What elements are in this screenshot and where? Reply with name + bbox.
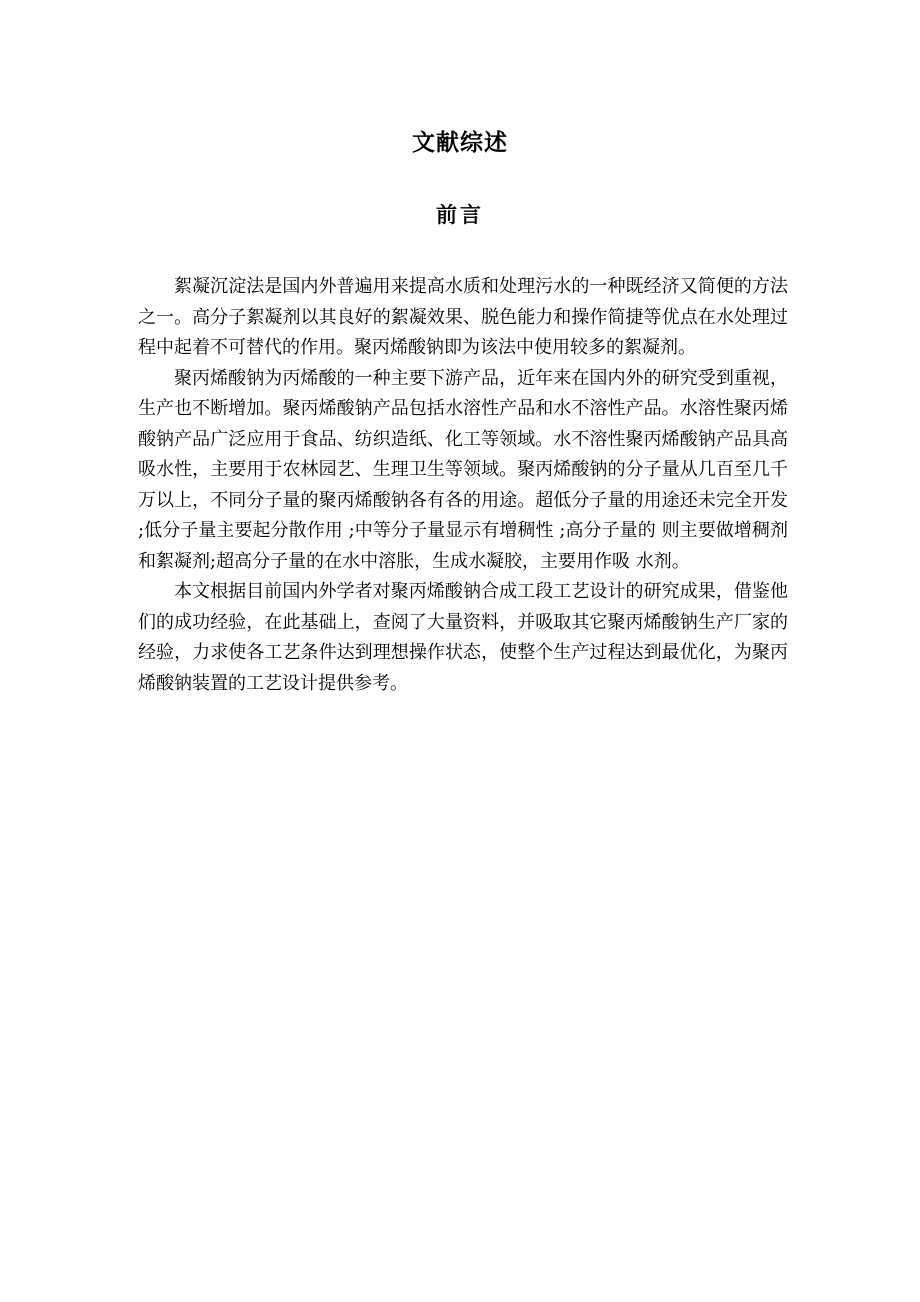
paragraph-1: 絮凝沉淀法是国内外普遍用来提高水质和处理污水的一种既经济又简便的方法之一。高分子絮凝剂以其良好的絮凝效果、脱色能力和操作简捷等优点在水处理过程中起着不可替代的作用。聚丙烯酸钠即为该法中使用较多的絮凝剂。 bbox=[138, 276, 788, 358]
body-text bbox=[138, 272, 788, 699]
paragraph-3: 本文根据目前国内外学者对聚丙烯酸钠合成工段工艺设计的研究成果，借鉴他们的成功经验，在此基础上，查阅了大量资料，并吸取其它聚丙烯酸钠生产厂家的经验，力求使各工艺条件达到理想操作状态，使整个生产过程达到最优化，为聚丙烯酸钠装置的工艺设计提供参考。 bbox=[138, 581, 788, 694]
paragraph-2: 聚丙烯酸钠为丙烯酸的一种主要下游产品，近年来在国内外的研究受到重视，生产也不断增加。聚丙烯酸钠产品包括水溶性产品和水不溶性产品。水溶性聚丙烯酸钠产品广泛应用于食品、纺织造纸、化工等领域。水不溶性聚丙烯酸钠产品具高吸水性，主要用于农林园艺、生理卫生等领域。聚丙烯酸钠的分子量从几百至几千万以上，不同分子量的聚丙烯酸钠各有各的用途。超低分子量的用途还未完全开发 ;低分子量主要起分散作用 ;中等分子量显示有增稠性 ;高分子量的 则主要做增稠剂和絮凝剂;超高分子量的在水中溶胀，生成水凝胶，主要用作吸 水剂。 bbox=[138, 367, 788, 572]
section-heading: 前言 bbox=[436, 202, 484, 227]
document-title: 文献综述 bbox=[412, 129, 508, 156]
